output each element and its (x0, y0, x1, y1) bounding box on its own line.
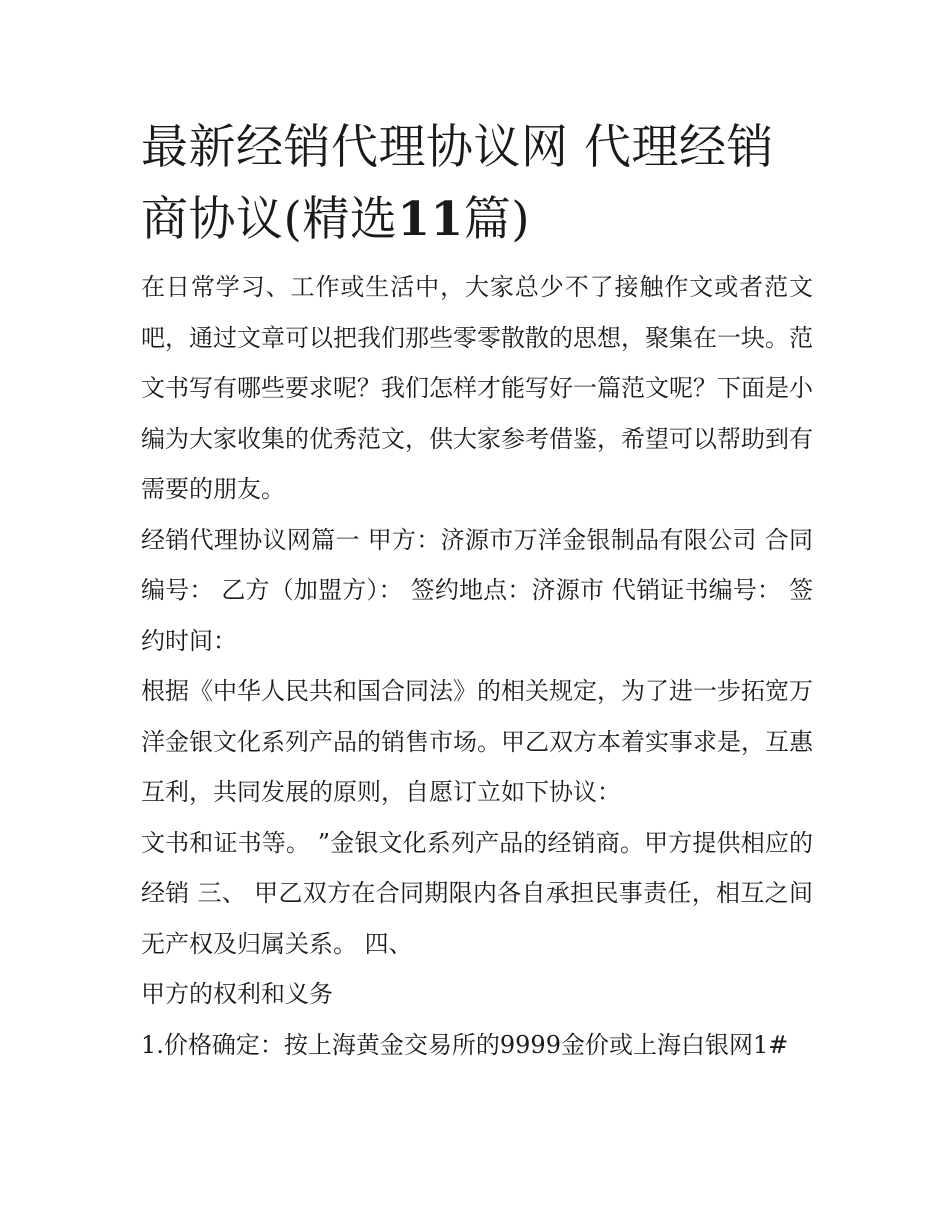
terms-paragraph: 文书和证书等。 ”金银文化系列产品的经销商。甲方提供相应的经销 三、 甲乙双方在合同期限内各自承担民事责任，相互之间无产权及归属关系。 四、 (141, 828, 813, 958)
document-title (141, 112, 813, 256)
legal-basis-paragraph: 根据《中华人民共和国合同法》的相关规定，为了进一步拓宽万洋金银文化系列产品的销售市场。甲乙双方本着实事求是，互惠互利，共同发展的原则，自愿订立如下协议： (141, 677, 813, 806)
pricing-paragraph: 1.价格确定：按上海黄金交易所的9999金价或上海白银网1# (141, 1030, 789, 1059)
title-line-2-number: 11 (397, 192, 464, 247)
document-page (141, 112, 813, 1070)
title-line-2-part-a: 商协议(精选 (141, 192, 398, 247)
intro-paragraph: 在日常学习、工作或生活中，大家总少不了接触作文或者范文吧，通过文章可以把我们那些零零散散的思想，聚集在一块。范文书写有哪些要求呢？我们怎样才能写好一篇范文呢？下面是小编为大家收集的优秀范文，供大家参考借鉴，希望可以帮助到有需要的朋友。 (141, 273, 813, 503)
contract-parties-paragraph: 经销代理协议网篇一 甲方：济源市万洋金银制品有限公司 合同编号： 乙方（加盟方）： 签约地点：济源市 代销证书编号： 签约时间： (141, 525, 813, 655)
title-line-1: 最新经销代理协议网 代理经销 (141, 120, 774, 175)
section-heading-rights: 甲方的权利和义务 (141, 980, 333, 1008)
title-line-2-part-c: 篇) (463, 192, 531, 247)
